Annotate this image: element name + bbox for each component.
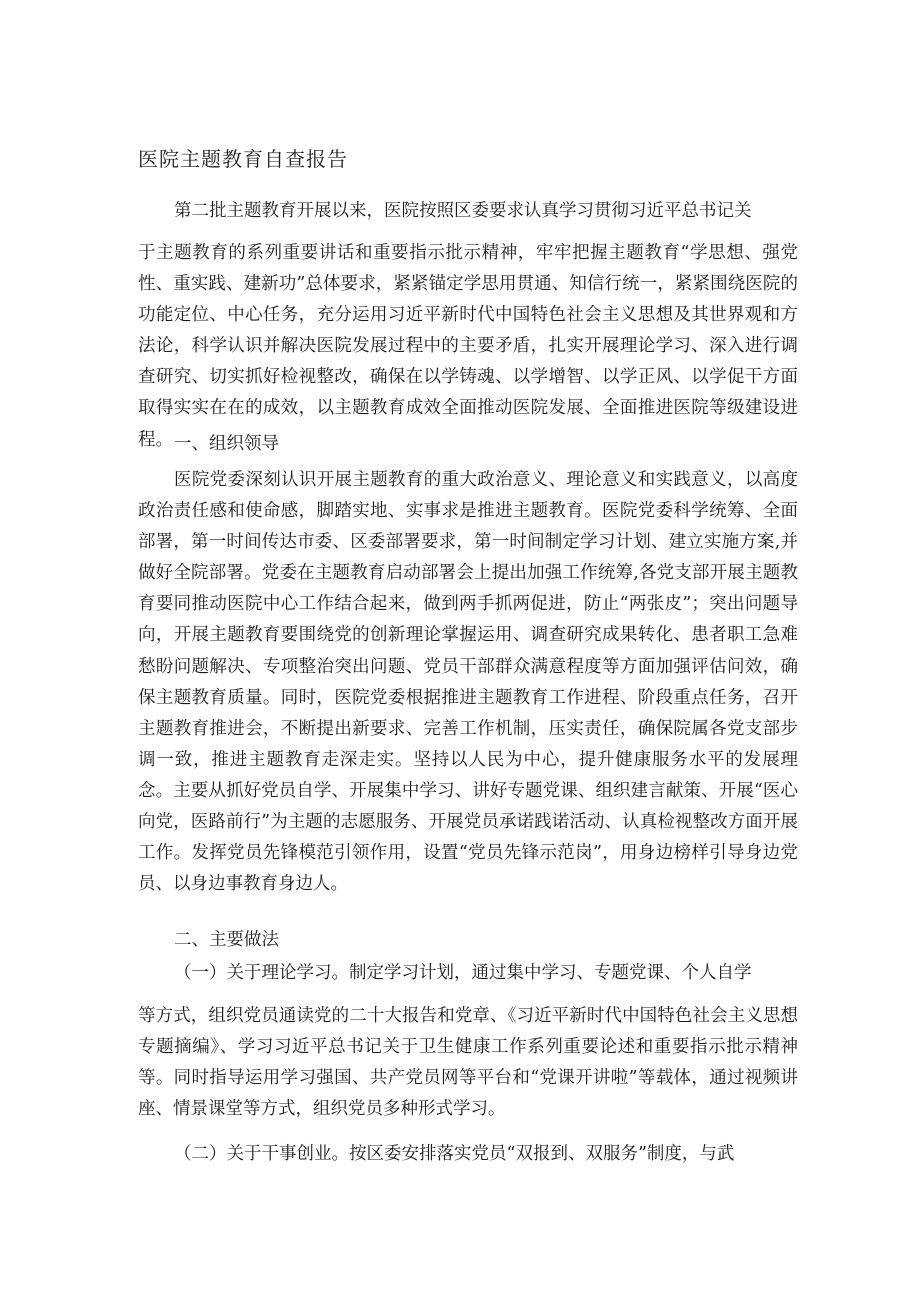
subsection-work-first-line: （二）关于干事创业。按区委安排落实党员“双报到、双服务”制度，与武 [174, 1144, 735, 1164]
intro-first-line: 第二批主题教育开展以来，医院按照区委要求认真学习贯彻习近平总书记关 [174, 201, 752, 221]
intro-paragraph: 于主题教育的系列重要讲话和重要指示批示精神，牢牢把握主题教育“学思想、强党性、重实践、建新功”总体要求，紧紧锚定学思用贯通、知信行统一，紧紧围绕医院的功能定位、中心任务，充分运用习近平新时代中国特色社会主义思想及其世界观和方法论，科学认识并解决医院发展过程中的主要矛盾，扎实开展理论学习、深入进行调查研究、切实抓好检视整改，确保在以学铸魂、以学增智、以学正风、以学促干方面取得实实在在的成效，以主题教育成效全面推动医院发展、全面推进医院等级建设进程。 [138, 243, 798, 450]
page-title: 医院主题教育自查报告 [138, 147, 348, 171]
section-heading-organization: 一、组织领导 [174, 434, 279, 454]
theory-paragraph: 等方式，组织党员通读党的二十大报告和党章、《习近平新时代中国特色社会主义思想专题摘编》、学习习近平总书记关于卫生健康工作系列重要论述和重要指示批示精神等。同时指导运用学习强国、共产党员网等平台和“党课开讲啦”等载体，通过视频讲座、情景课堂等方式，组织党员多种形式学习。 [138, 1006, 798, 1120]
subsection-theory-first-line: （一）关于理论学习。制定学习计划，通过集中学习、专题党课、个人自学 [174, 963, 752, 983]
organization-paragraph: 医院党委深刻认识开展主题教育的重大政治意义、理论意义和实践意义，以高度政治责任感和使命感，脚踏实地、实事求是推进主题教育。医院党委科学统筹、全面部署，第一时间传达市委、区委部署要求，第一时间制定学习计划、建立实施方案,并做好全院部署。党委在主题教育启动部署会上提出加强工作统筹,各党支部开展主题教育要同推动医院中心工作结合起来，做到两手抓两促进，防止“两张皮”；突出问题导向，开展主题教育要围绕党的创新理论掌握运用、调查研究成果转化、患者职工急难愁盼问题解决、专项整治突出问题、党员干部群众满意程度等方面加强评估问效，确保主题教育质量。同时，医院党委根据推进主题教育工作进程、阶段重点任务，召开主题教育推进会，不断提出新要求、完善工作机制，压实责任，确保院属各党支部步调一致，推进主题教育走深走实。坚持以人民为中心，提升健康服务水平的发展理念。主要从抓好党员自学、开展集中学习、讲好专题党课、组织建言献策、开展“医心向党，医路前行”为主题的志愿服务、开展党员承诺践诺活动、认真检视整改方面开展工作。发挥党员先锋模范引领作用，设置“党员先锋示范岗”，用身边榜样引导身边党员、以身边事教育身边人。 [138, 470, 798, 895]
section-heading-practices: 二、主要做法 [174, 930, 279, 950]
